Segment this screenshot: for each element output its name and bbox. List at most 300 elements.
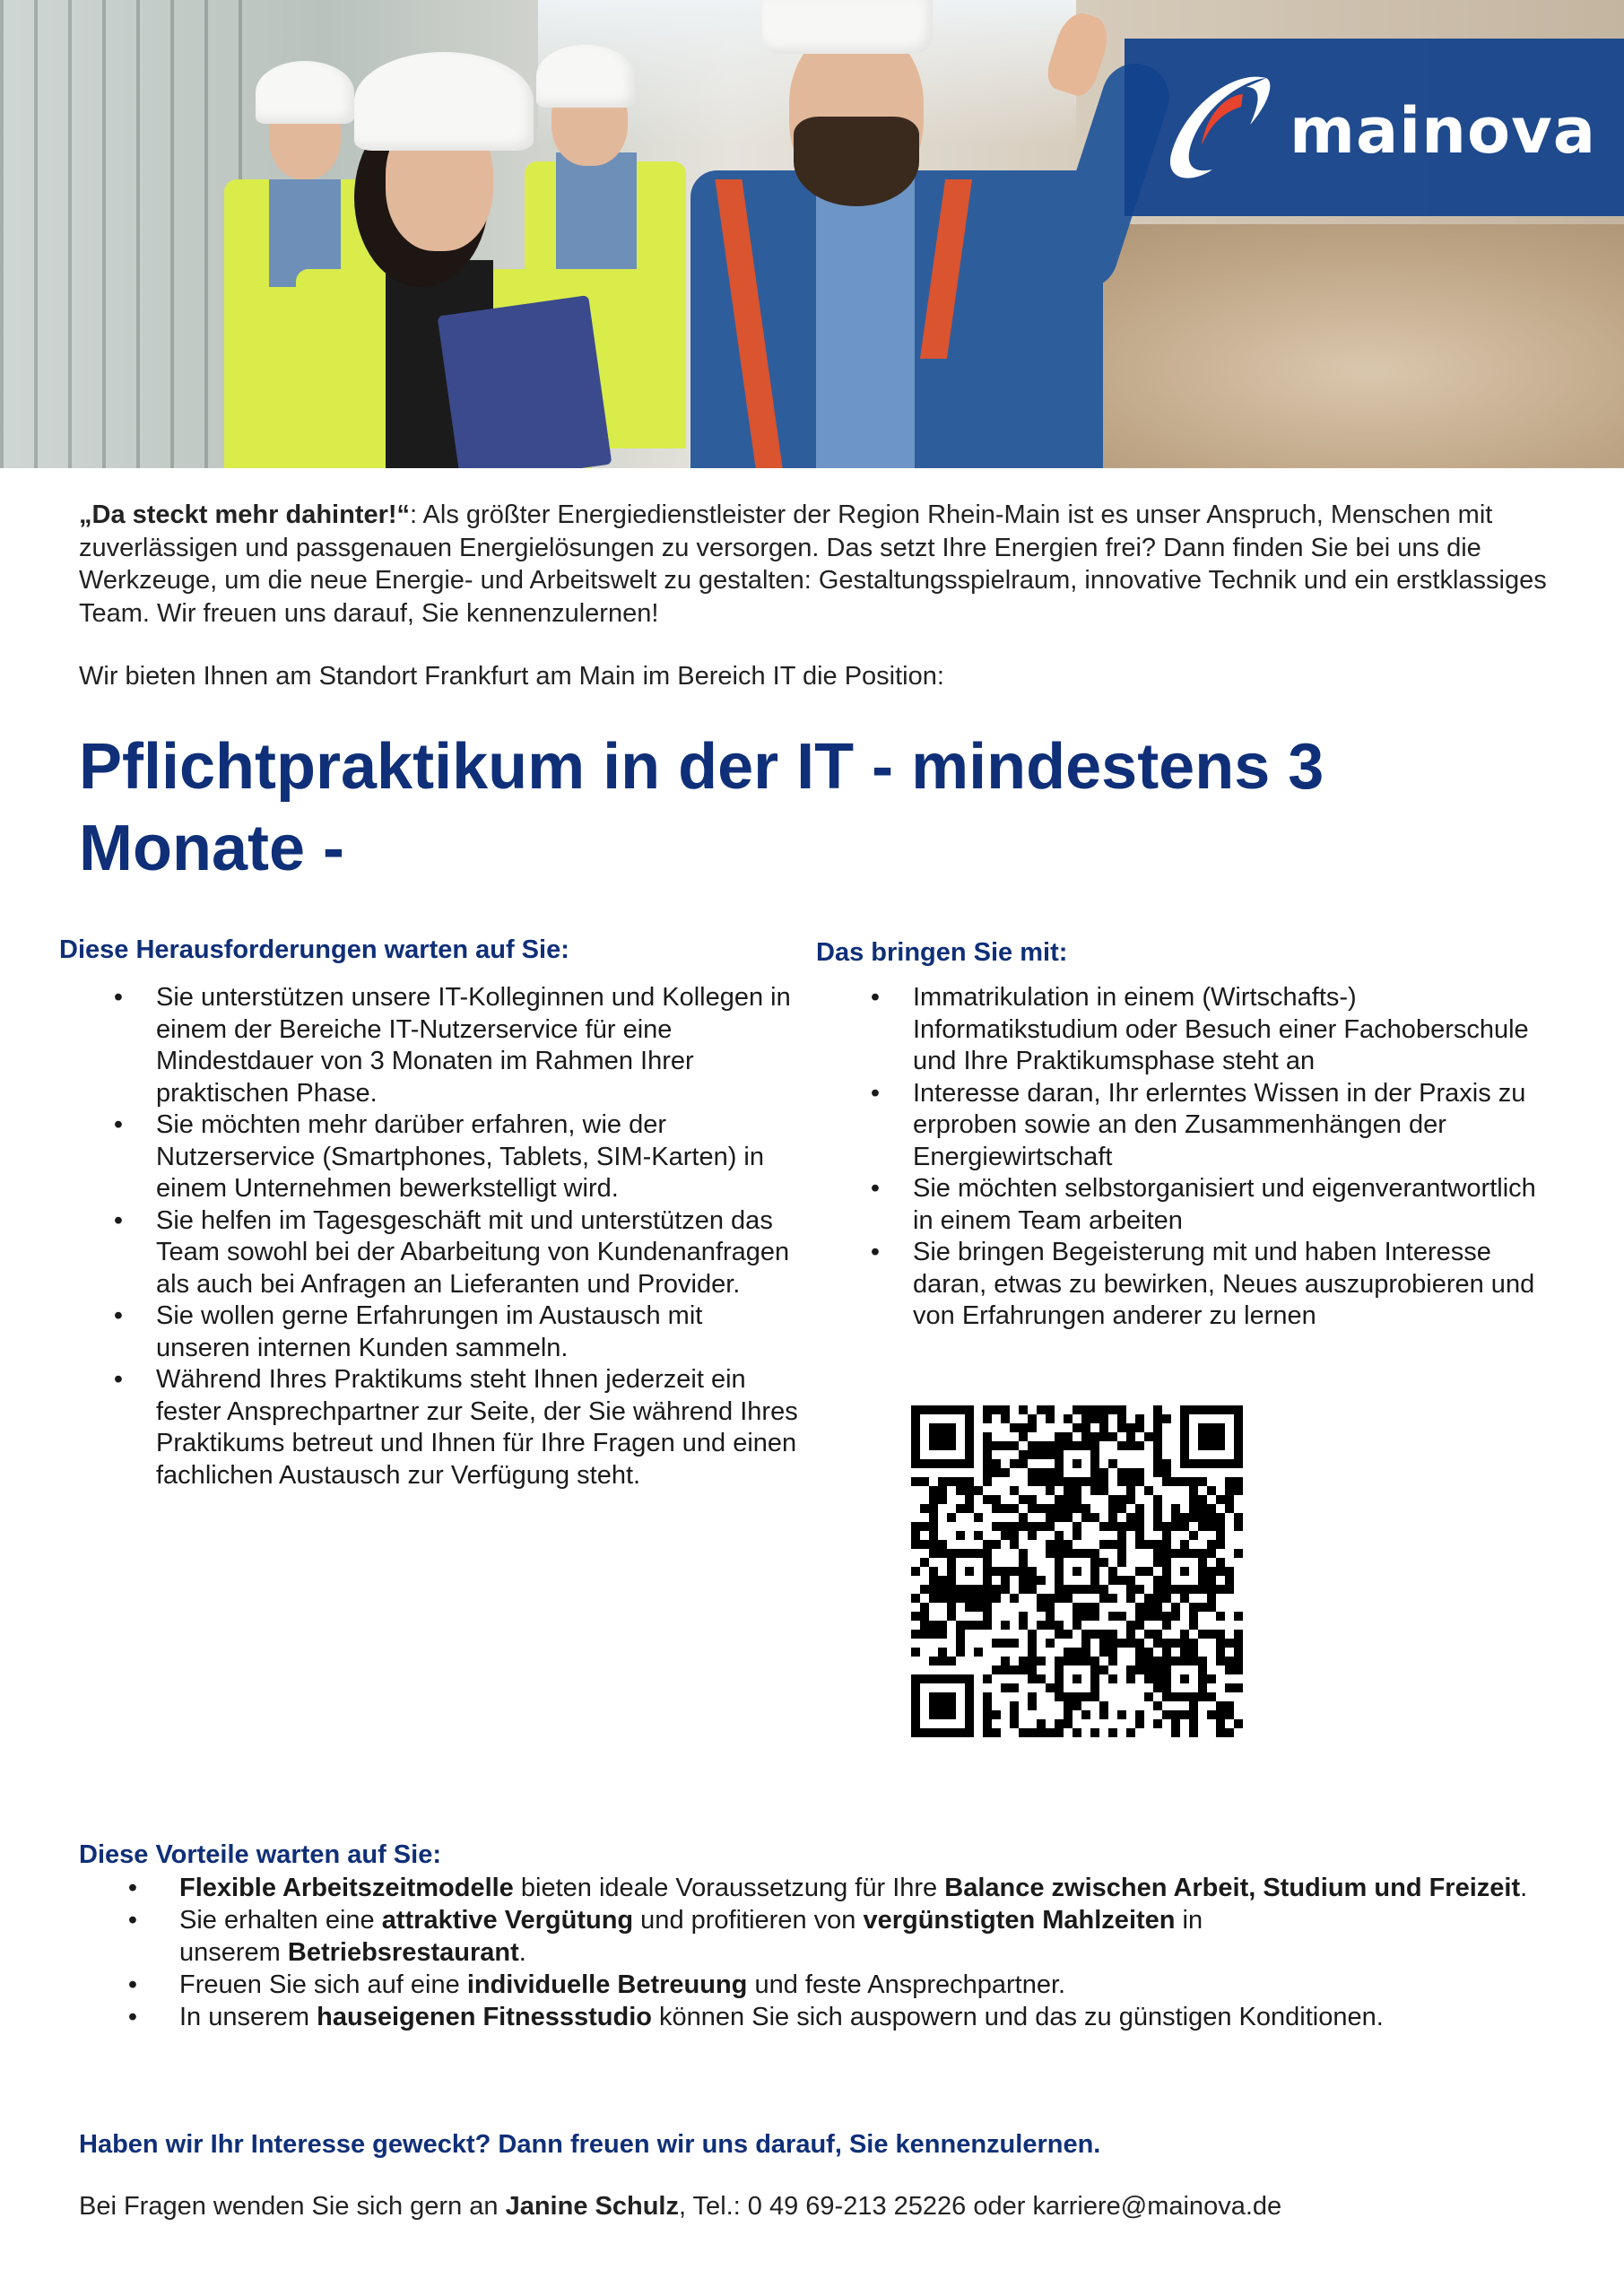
qr-module: [1189, 1728, 1198, 1737]
qr-module: [1234, 1719, 1243, 1728]
qr-module: [1225, 1639, 1234, 1648]
qr-module: [1216, 1639, 1225, 1648]
qr-module: [1028, 1665, 1037, 1674]
list-item-text: Sie bringen Begeisterung mit und haben Interesse daran, etwas zu bewirken, Neues auszuprobieren und von Erfahrungen anderer zu lernen: [913, 1238, 1535, 1330]
qr-module: [1073, 1612, 1081, 1621]
qr-module: [1010, 1540, 1019, 1549]
qr-module: [1117, 1710, 1126, 1719]
qr-module: [1010, 1639, 1019, 1648]
qr-module: [1081, 1504, 1090, 1513]
qr-module: [1055, 1450, 1064, 1459]
qr-module: [1135, 1513, 1144, 1522]
qr-module: [1225, 1504, 1234, 1513]
mainova-logo: [1125, 39, 1624, 216]
qr-module: [1180, 1710, 1189, 1719]
qr-module: [1126, 1513, 1135, 1522]
qr-module: [1153, 1540, 1162, 1549]
qr-module: [1028, 1576, 1037, 1585]
qr-module: [1198, 1423, 1207, 1432]
qr-module: [1117, 1639, 1126, 1648]
qr-module: [1037, 1657, 1046, 1665]
qr-module: [1198, 1683, 1207, 1692]
qr-module: [1090, 1549, 1099, 1558]
qr-module: [911, 1459, 920, 1468]
qr-module: [1126, 1495, 1135, 1504]
qr-module: [992, 1728, 1001, 1737]
bullet-icon: •: [113, 1365, 124, 1394]
qr-module: [983, 1558, 992, 1567]
bullet-icon: •: [127, 1906, 138, 1935]
qr-module: [1234, 1450, 1243, 1459]
qr-module: [956, 1486, 965, 1495]
qr-module: [1180, 1674, 1189, 1683]
qr-module: [974, 1513, 983, 1522]
qr-module: [992, 1504, 1001, 1513]
call-to-action: Haben wir Ihr Interesse geweckt? Dann freuen wir uns darauf, Sie kennenzulernen.: [79, 2130, 1101, 2159]
qr-module: [1099, 1477, 1108, 1486]
qr-module: [1028, 1522, 1037, 1531]
qr-module: [974, 1594, 983, 1603]
qr-module: [1135, 1531, 1144, 1540]
qr-module: [920, 1504, 929, 1513]
qr-module: [1064, 1585, 1073, 1594]
qr-module: [1001, 1468, 1010, 1477]
qr-module: [992, 1441, 1001, 1450]
qr-module: [1090, 1612, 1099, 1621]
qr-module: [1028, 1639, 1037, 1648]
qr-module: [1144, 1567, 1153, 1576]
qr-module: [1189, 1531, 1198, 1540]
qr-module: [1073, 1657, 1081, 1665]
qr-module: [1117, 1576, 1126, 1585]
qr-module: [1108, 1459, 1117, 1468]
qr-module: [1135, 1621, 1144, 1630]
qr-module: [1090, 1728, 1099, 1737]
qr-module: [983, 1495, 992, 1504]
qr-module: [1108, 1567, 1117, 1576]
qr-module: [1216, 1612, 1225, 1621]
qr-module: [947, 1549, 956, 1558]
qr-module: [1099, 1630, 1108, 1639]
qr-module: [1207, 1522, 1216, 1531]
benefit-highlight: Flexible Arbeitszeitmodelle: [179, 1874, 514, 1902]
qr-module: [1028, 1630, 1037, 1639]
qr-module: [965, 1728, 974, 1737]
list-item: [838, 982, 1537, 1078]
qr-module: [1117, 1540, 1126, 1549]
qr-module: [1019, 1585, 1028, 1594]
qr-module: [1001, 1567, 1010, 1576]
qr-module: [1108, 1630, 1117, 1639]
qr-module: [1099, 1432, 1108, 1441]
qr-module: [1073, 1692, 1081, 1701]
benefits-heading: Diese Vorteile warten auf Sie:: [79, 1840, 441, 1869]
qr-module: [1117, 1558, 1126, 1567]
qr-module: [1234, 1665, 1243, 1674]
qr-module: [1037, 1576, 1046, 1585]
qr-module: [1037, 1621, 1046, 1630]
qr-module: [1180, 1692, 1189, 1701]
qr-module: [1162, 1567, 1171, 1576]
qr-module: [929, 1594, 938, 1603]
qr-module: [992, 1459, 1001, 1468]
qr-module: [1073, 1585, 1081, 1594]
qr-module: [947, 1432, 956, 1441]
qr-module: [1064, 1504, 1073, 1513]
qr-module: [1055, 1459, 1064, 1468]
qr-module: [965, 1701, 974, 1710]
qr-module: [1207, 1540, 1216, 1549]
qr-module: [938, 1477, 947, 1486]
qr-module: [1010, 1486, 1019, 1495]
qr-module: [956, 1728, 965, 1737]
qr-module: [1162, 1459, 1171, 1468]
qr-module: [1073, 1495, 1081, 1504]
qr-module: [1037, 1719, 1046, 1728]
qr-module: [1153, 1495, 1162, 1504]
qr-module: [1081, 1657, 1090, 1665]
qr-module: [1198, 1674, 1207, 1683]
qr-module: [1126, 1665, 1135, 1674]
qr-module: [1046, 1513, 1055, 1522]
qr-module: [983, 1701, 992, 1710]
qr-module: [1189, 1612, 1198, 1621]
qr-module: [1189, 1648, 1198, 1657]
qr-module: [1001, 1621, 1010, 1630]
qr-module: [911, 1630, 920, 1639]
qr-module: [1019, 1495, 1028, 1504]
qr-module: [1055, 1728, 1064, 1737]
qr-module: [1189, 1639, 1198, 1648]
qr-module: [929, 1701, 938, 1710]
qr-module: [992, 1567, 1001, 1576]
bullet-icon: •: [127, 2003, 138, 2031]
qr-module: [1090, 1692, 1099, 1701]
qr-module: [1144, 1486, 1153, 1495]
qr-module: [911, 1728, 920, 1737]
qr-module: [1028, 1477, 1037, 1486]
qr-module: [965, 1567, 974, 1576]
qr-module: [1099, 1558, 1108, 1567]
qr-module: [1108, 1504, 1117, 1513]
qr-module: [1117, 1405, 1126, 1414]
qr-module: [947, 1603, 956, 1612]
qr-module: [1099, 1701, 1108, 1710]
qr-module: [938, 1674, 947, 1683]
qr-module: [1180, 1414, 1189, 1423]
qr-module: [1090, 1468, 1099, 1477]
qr-module: [1153, 1683, 1162, 1692]
qr-module: [983, 1432, 992, 1441]
qr-module: [1234, 1513, 1243, 1522]
qr-module: [1064, 1710, 1073, 1719]
qr-module: [1117, 1477, 1126, 1486]
qr-module: [1162, 1648, 1171, 1657]
qr-module: [938, 1441, 947, 1450]
qr-module: [911, 1405, 920, 1414]
qr-module: [1189, 1657, 1198, 1665]
qr-module: [1046, 1450, 1055, 1459]
qr-module: [1162, 1674, 1171, 1683]
qr-module: [1234, 1639, 1243, 1648]
qr-module: [1090, 1414, 1099, 1423]
list-item: [81, 1205, 798, 1301]
qr-module: [1189, 1486, 1198, 1495]
qr-module: [1019, 1665, 1028, 1674]
qr-module: [938, 1405, 947, 1414]
benefit-item: [106, 1904, 1541, 1969]
qr-module: [920, 1459, 929, 1468]
qr-module: [965, 1477, 974, 1486]
benefit-item: [106, 1969, 1541, 2001]
logo-wordmark: mainova: [1290, 94, 1596, 168]
qr-module: [1135, 1540, 1144, 1549]
qr-module: [947, 1728, 956, 1737]
qr-module: [1117, 1495, 1126, 1504]
qr-module: [1207, 1432, 1216, 1441]
qr-module: [1108, 1513, 1117, 1522]
qr-module: [1028, 1657, 1037, 1665]
qr-module: [983, 1621, 992, 1630]
qr-module: [1081, 1630, 1090, 1639]
qr-module: [965, 1674, 974, 1683]
qr-module: [1234, 1630, 1243, 1639]
qr-module: [992, 1639, 1001, 1648]
qr-module: [1153, 1441, 1162, 1450]
qr-module: [947, 1441, 956, 1450]
qr-module: [1216, 1432, 1225, 1441]
qr-module: [1046, 1728, 1055, 1737]
requirements-list: [838, 982, 1537, 1333]
qr-module: [1055, 1513, 1064, 1522]
list-item: [81, 1300, 798, 1364]
qr-module: [1153, 1612, 1162, 1621]
qr-module: [929, 1459, 938, 1468]
qr-module: [1099, 1405, 1108, 1414]
qr-module: [1081, 1477, 1090, 1486]
qr-module: [1010, 1567, 1019, 1576]
qr-module: [1099, 1585, 1108, 1594]
qr-module: [938, 1657, 947, 1665]
qr-module: [1234, 1441, 1243, 1450]
qr-module: [1216, 1657, 1225, 1665]
qr-module: [1081, 1414, 1090, 1423]
qr-module: [983, 1405, 992, 1414]
qr-module: [1171, 1504, 1180, 1513]
mainova-swoosh-icon: [1160, 69, 1286, 186]
qr-module: [1126, 1639, 1135, 1648]
qr-module: [1171, 1522, 1180, 1531]
qr-module: [929, 1567, 938, 1576]
qr-module: [911, 1540, 920, 1549]
qr-module: [947, 1674, 956, 1683]
qr-module: [1073, 1701, 1081, 1710]
qr-module: [938, 1495, 947, 1504]
qr-module: [929, 1585, 938, 1594]
qr-module: [1010, 1719, 1019, 1728]
qr-module: [992, 1710, 1001, 1719]
qr-module: [1153, 1459, 1162, 1468]
qr-module: [1055, 1531, 1064, 1540]
qr-code[interactable]: [911, 1405, 1243, 1737]
qr-module: [1153, 1513, 1162, 1522]
qr-module: [1028, 1567, 1037, 1576]
benefit-text: In unserem: [179, 2003, 317, 2031]
qr-module: [974, 1549, 983, 1558]
qr-module: [920, 1522, 929, 1531]
contact-phone[interactable]: , Tel.: 0 49 69-213 25226 oder: [678, 2192, 1033, 2221]
qr-module: [1126, 1576, 1135, 1585]
qr-module: [1117, 1522, 1126, 1531]
qr-module: [1216, 1558, 1225, 1567]
qr-module: [1216, 1710, 1225, 1719]
qr-module: [1171, 1549, 1180, 1558]
qr-module: [1198, 1432, 1207, 1441]
qr-module: [965, 1486, 974, 1495]
qr-module: [965, 1683, 974, 1692]
contact-email-link[interactable]: karriere@mainova.de: [1032, 2192, 1282, 2221]
qr-module: [1099, 1540, 1108, 1549]
qr-module: [1153, 1630, 1162, 1639]
qr-module: [1001, 1639, 1010, 1648]
qr-module: [911, 1594, 920, 1603]
qr-module: [1073, 1477, 1081, 1486]
qr-module: [1055, 1558, 1064, 1567]
qr-module: [1073, 1459, 1081, 1468]
qr-module: [1216, 1630, 1225, 1639]
qr-module: [938, 1540, 947, 1549]
qr-module: [1064, 1414, 1073, 1423]
qr-module: [1001, 1665, 1010, 1674]
qr-module: [1180, 1477, 1189, 1486]
qr-module: [1019, 1612, 1028, 1621]
qr-module: [1037, 1522, 1046, 1531]
qr-module: [1180, 1648, 1189, 1657]
qr-module: [1162, 1576, 1171, 1585]
qr-module: [1207, 1692, 1216, 1701]
qr-module: [1135, 1648, 1144, 1657]
qr-module: [965, 1450, 974, 1459]
qr-module: [1144, 1657, 1153, 1665]
list-item-text: Interesse daran, Ihr erlerntes Wissen in der Praxis zu erproben sowie an den Zusammenhängen der Energiewirtschaft: [913, 1078, 1526, 1171]
requirements-heading: Das bringen Sie mit:: [816, 938, 1068, 967]
bullet-icon: •: [870, 1078, 881, 1108]
qr-module: [938, 1423, 947, 1432]
qr-module: [938, 1432, 947, 1441]
benefit-text: unserem: [179, 1938, 288, 1967]
qr-module: [1180, 1423, 1189, 1432]
qr-module: [1135, 1441, 1144, 1450]
qr-module: [1073, 1549, 1081, 1558]
qr-module: [1144, 1540, 1153, 1549]
qr-module: [1144, 1594, 1153, 1603]
qr-module: [1037, 1603, 1046, 1612]
qr-module: [1117, 1549, 1126, 1558]
qr-module: [1108, 1728, 1117, 1737]
qr-module: [1073, 1728, 1081, 1737]
list-item-text: Sie unterstützen unsere IT-Kolleginnen und Kollegen in einem der Bereiche IT-Nutzerservice für eine Mindestdauer von 3 Monaten im Rahmen Ihrer praktischen Phase.: [156, 983, 791, 1108]
qr-module: [1162, 1468, 1171, 1477]
qr-module: [1225, 1486, 1234, 1495]
qr-module: [1180, 1657, 1189, 1665]
qr-module: [1117, 1414, 1126, 1423]
qr-module: [1055, 1683, 1064, 1692]
qr-module: [1234, 1549, 1243, 1558]
qr-module: [1216, 1522, 1225, 1531]
qr-module: [1198, 1459, 1207, 1468]
qr-module: [1189, 1504, 1198, 1513]
qr-module: [1055, 1692, 1064, 1701]
qr-module: [911, 1450, 920, 1459]
qr-module: [1189, 1603, 1198, 1612]
list-item-text: Sie wollen gerne Erfahrungen im Austausch mit unseren internen Kunden sammeln.: [156, 1301, 703, 1362]
qr-module: [1019, 1513, 1028, 1522]
qr-module: [1225, 1585, 1234, 1594]
qr-module: [1135, 1639, 1144, 1648]
qr-module: [1135, 1657, 1144, 1665]
qr-module: [1055, 1674, 1064, 1683]
qr-module: [1234, 1683, 1243, 1692]
qr-module: [1162, 1585, 1171, 1594]
qr-module: [1198, 1495, 1207, 1504]
qr-module: [1180, 1549, 1189, 1558]
qr-module: [929, 1504, 938, 1513]
qr-module: [1037, 1504, 1046, 1513]
qr-module: [1019, 1459, 1028, 1468]
qr-module: [983, 1468, 992, 1477]
qr-module: [1028, 1504, 1037, 1513]
qr-module: [983, 1674, 992, 1683]
qr-module: [1046, 1468, 1055, 1477]
qr-module: [947, 1477, 956, 1486]
qr-module: [1153, 1594, 1162, 1603]
qr-module: [983, 1603, 992, 1612]
qr-module: [1028, 1468, 1037, 1477]
qr-module: [1198, 1477, 1207, 1486]
qr-module: [1099, 1648, 1108, 1657]
qr-module: [1225, 1405, 1234, 1414]
qr-module: [1081, 1585, 1090, 1594]
qr-module: [1001, 1683, 1010, 1692]
qr-module: [929, 1423, 938, 1432]
qr-module: [1001, 1522, 1010, 1531]
qr-module: [1207, 1459, 1216, 1468]
qr-module: [1090, 1459, 1099, 1468]
qr-module: [965, 1621, 974, 1630]
qr-module: [1073, 1504, 1081, 1513]
qr-module: [1064, 1441, 1073, 1450]
qr-module: [992, 1665, 1001, 1674]
qr-module: [1090, 1603, 1099, 1612]
hero-image: [0, 0, 1624, 468]
qr-module: [1064, 1692, 1073, 1701]
qr-module: [1216, 1495, 1225, 1504]
qr-module: [938, 1585, 947, 1594]
qr-module: [1171, 1710, 1180, 1719]
qr-module: [1216, 1585, 1225, 1594]
qr-module: [1162, 1414, 1171, 1423]
benefit-highlight: Balance zwischen Arbeit, Studium und Freizeit: [944, 1874, 1521, 1902]
qr-module: [929, 1432, 938, 1441]
qr-module: [947, 1513, 956, 1522]
qr-module: [929, 1531, 938, 1540]
qr-module: [1073, 1603, 1081, 1612]
qr-module: [938, 1692, 947, 1701]
list-item-text: Immatrikulation in einem (Wirtschafts-) Informatikstudium oder Besuch einer Fachoberschule und Ihre Praktikumsphase steht an: [913, 983, 1529, 1075]
bullet-icon: •: [113, 1301, 124, 1330]
qr-module: [974, 1585, 983, 1594]
qr-module: [1144, 1648, 1153, 1657]
